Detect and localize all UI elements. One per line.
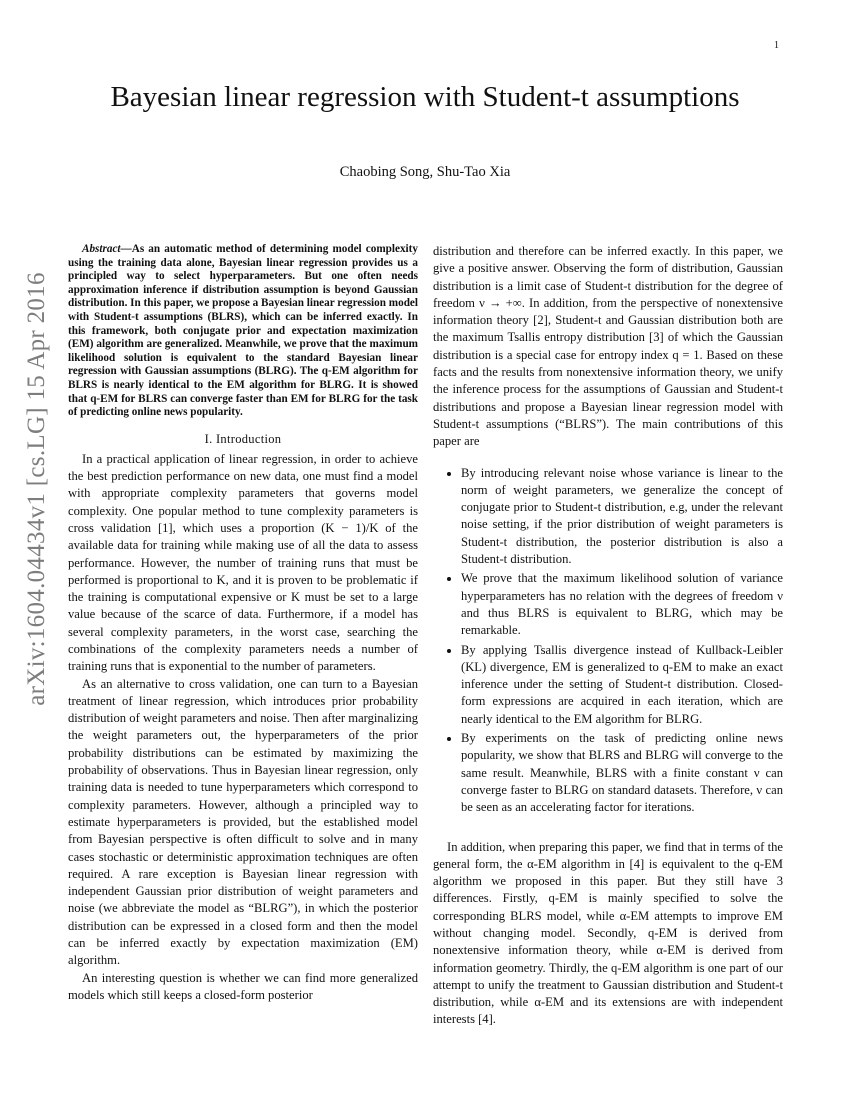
intro-paragraph: As an alternative to cross validation, one can turn to a Bayesian treatment of linear regression, which introduces prior probability distribution of weight parameters and noise. Then after marginalizing the weight parameters out, the hyperparameters of the prior probability distributions can be estimated by maximizing the probability of observations. Thus in Bayesian linear regression, only training data is needed to tune hyperparameters which correspond to complexity parameters. However, although a principled way to estimate hyperparameters is provided, but the established model from Bayesian perspective is often difficult to solve and in many cases stochastic or deterministic approximation techniques are often required. A rare exception is Bayesian linear regression with independent Gaussian prior distribution of weight parameters and noise (we abbreviate the model as “BLRG”), in which the posterior distribution can be expressed in a closed form and then the model can be inferred exactly by expectation maximization (EM) algorithm. [68,676,418,968]
abstract [68,243,418,420]
contribution-item: • By introducing relevant noise whose variance is linear to the norm of weight parameters, we generalize the concept of conjugate prior to Student-t distribution, e.g, under the relevant noise setting, if the prior distribution of weight parameters is Student-t distribution, the posterior distribution is also a Student-t distribution. [461,465,783,569]
intro-closing-paragraph: In addition, when preparing this paper, we find that in terms of the general form, the α-EM algorithm in [4] is equivalent to the q-EM algorithm we proposed in this paper. But they still have 3 differences. Firstly, q-EM is mainly specified to solve the corresponding BLRS model, while α-EM attempts to improve EM without changing model. Secondly, q-EM is derived from nonextensive information theory, while α-EM is derived from information geometry. Thirdly, the q-EM algorithm is one part of our attempt to unify the treatment to Gaussian distribution and Student-t distribution, while α-EM and its extensions are with independent interests [4]. [433,839,783,1027]
intro-paragraph: An interesting question is whether we can find more generalized models which still keeps a closed-form posterior [68,970,418,1002]
arxiv-identifier: arXiv:1604.04434v1 [cs.LG] 15 Apr 2016 [23,272,50,706]
left-column [68,243,418,1004]
paper-title: Bayesian linear regression with Student-t assumptions [110,81,740,113]
page-number: 1 [774,40,779,51]
abstract-text: —As an automatic method of determining model complexity using the training data alone, Bayesian linear regression provides us a principled way to select hyperparameters. But one often needs approximation inference if distribution assumption is beyond Gaussian distribution. In this paper, we propose a Bayesian linear regression model with Student-t assumptions (BLRS), which can be inferred exactly. In this framework, both conjugate prior and expectation maximization (EM) algorithm are generalized. Meanwhile, we prove that the maximum likelihood solution is equivalent to the standard Bayesian linear regression with Gaussian assumptions (BLRG). The q-EM algorithm for BLRS is nearly identical to the EM algorithm for BLRG. It is showed that q-EM for BLRS can converge faster than EM for BLRG for the task of predicting online news popularity. [68,243,418,419]
contribution-item: • We prove that the maximum likelihood solution of variance hyperparameters has no relation with the degrees of freedom ν and thus BLRS is equivalent to BLRG, which may be remarkable. [461,570,783,639]
paper-authors: Chaobing Song, Shu-Tao Xia [339,164,511,180]
contributions-list [433,465,783,817]
abstract-label: Abstract [82,243,121,255]
right-column [433,243,783,1029]
intro-paragraph: In a practical application of linear regression, in order to achieve the best prediction performance on new data, one must find a model with appropriate complexity parameters that governs model complexity. One popular method to tune complexity parameters is cross validation [1], which uses a proportion (K − 1)/K of the available data for training while making use of all the data to assess performance. However, the number of training runs that must be performed is proportional to K, and it is proven to be problematic if the training is computational expensive or K must be set to a large value because of the scarce of data. Furthermore, if a model has several complexity parameters, in the worst case, searching the combinations of the complexity parameters needs a number of training runs that is exponential to the number of parameters. [68,451,418,674]
contribution-item: • By experiments on the task of predicting online news popularity, we show that BLRS and BLRG will converge to the same result. Meanwhile, BLRS with a finite constant ν can converge faster to BLRG on standard datasets. Therefore, ν can be seen as an accelerating factor for iterations. [461,730,783,816]
contribution-item: • By applying Tsallis divergence instead of Kullback-Leibler (KL) divergence, EM is generalized to q-EM to make an exact inference under the setting of Student-t distribution. Closed-form expressions are acquired in each iteration, which are nearly identical to the EM algorithm for BLRG. [461,642,783,728]
intro-paragraph-continuation: distribution and therefore can be inferred exactly. In this paper, we give a positive answer. Observing the form of distribution, Gaussian distribution is a limit case of Student-t distribution for the degree of freedom ν → +∞. In addition, from the perspective of nonextensive information theory [2], Student-t and Gaussian distribution both are the maximum Tsallis entropy distribution [3] of which the Gaussian distribution is a special case for entropy index q = 1. Based on these facts and the results from nonextensive information theory, we unify the inference process for the assumptions of Gaussian and Student-t distributions and propose a Bayesian linear regression model with Student-t assumptions (“BLRS”). The main contributions of this paper are [433,244,783,449]
section-heading-introduction: I. Introduction [204,431,282,446]
